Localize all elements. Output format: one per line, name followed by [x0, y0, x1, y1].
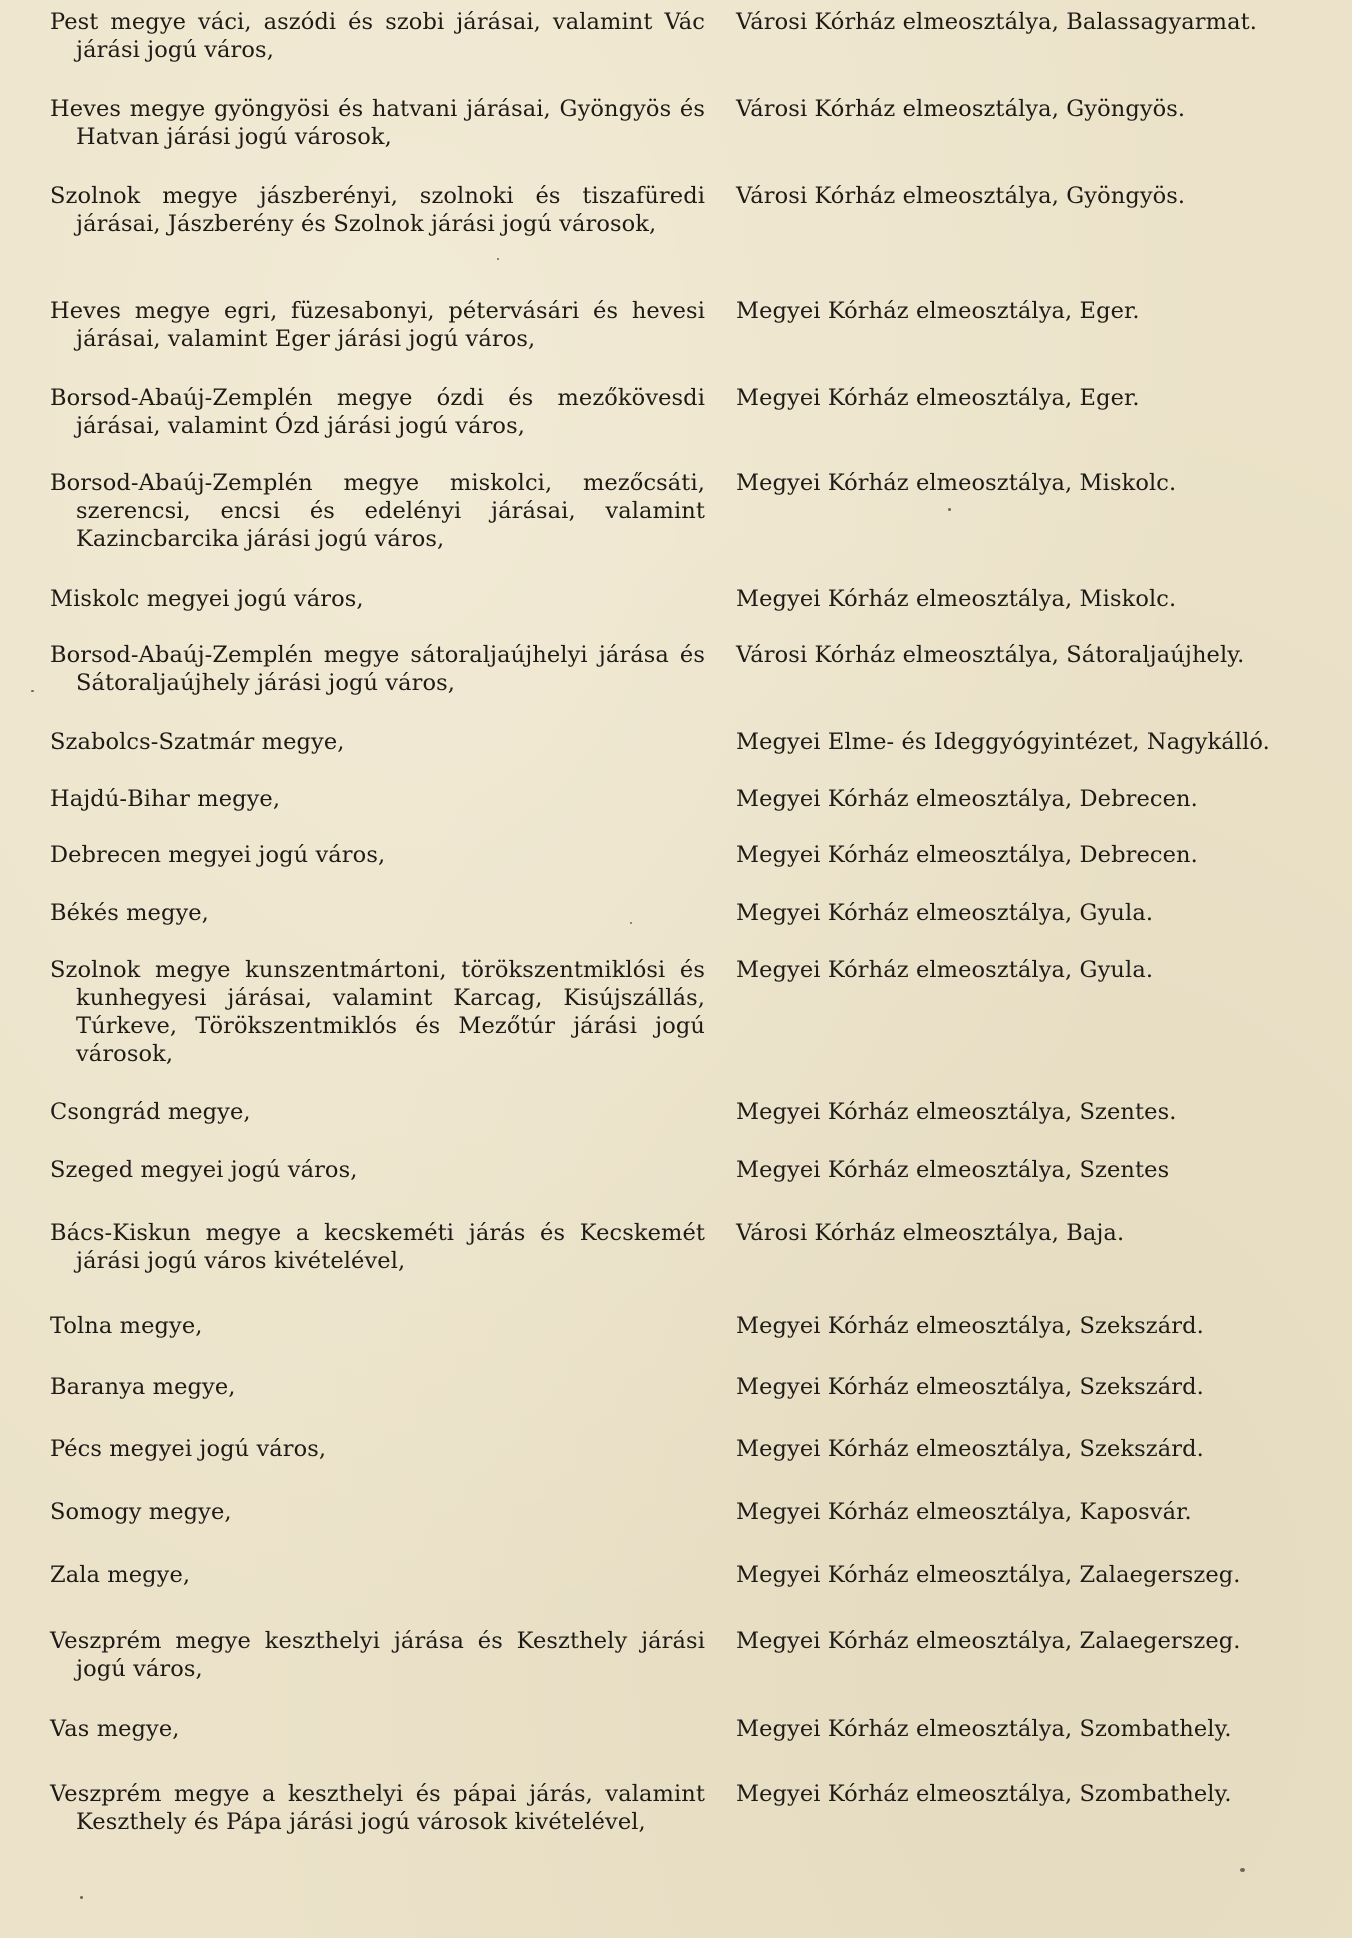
- hospital-text: Megyei Kórház elmeosztálya, Szekszárd.: [736, 1313, 1204, 1339]
- scan-speck: [31, 690, 34, 692]
- scan-speck: [497, 258, 499, 260]
- district-text: Borsod-Abaúj-Zemplén megye miskolci, mezőcsáti, szerencsi, encsi és edelényi járásai, valamint Kazincbarcika járási jogú város,: [50, 470, 705, 552]
- district-text: Hajdú-Bihar megye,: [50, 786, 281, 812]
- district-text: Tolna megye,: [50, 1313, 203, 1339]
- district-text: Szabolcs-Szatmár megye,: [50, 729, 345, 755]
- district-text: Pécs megyei jogú város,: [50, 1436, 327, 1462]
- hospital-text: Megyei Kórház elmeosztálya, Szentes.: [736, 1099, 1177, 1125]
- hospital-text: Megyei Kórház elmeosztálya, Kaposvár.: [736, 1499, 1192, 1525]
- scan-speck: [630, 922, 632, 924]
- district-text: Szolnok megye jászberényi, szolnoki és tiszafüredi járásai, Jászberény és Szolnok járási jogú városok,: [50, 183, 705, 237]
- district-text: Borsod-Abaúj-Zemplén megye ózdi és mezőkövesdi járásai, valamint Ózd járási jogú város,: [50, 385, 705, 439]
- hospital-text: Megyei Kórház elmeosztálya, Eger.: [736, 385, 1140, 411]
- hospital-text: Városi Kórház elmeosztálya, Sátoraljaújhely.: [736, 642, 1245, 668]
- hospital-text: Megyei Kórház elmeosztálya, Gyula.: [736, 900, 1154, 926]
- district-text: Heves megye egri, füzesabonyi, pétervásári és hevesi járásai, valamint Eger járási jogú város,: [50, 298, 705, 352]
- district-text: Zala megye,: [50, 1562, 191, 1588]
- scan-speck: [948, 508, 951, 511]
- district-text: Somogy megye,: [50, 1499, 232, 1525]
- hospital-text: Városi Kórház elmeosztálya, Gyöngyös.: [736, 183, 1186, 209]
- hospital-text: Városi Kórház elmeosztálya, Baja.: [736, 1220, 1125, 1246]
- district-text: Csongrád megye,: [50, 1099, 251, 1125]
- district-text: Bács-Kiskun megye a kecskeméti járás és Kecskemét járási jogú város kivételével,: [50, 1220, 705, 1274]
- hospital-text: Megyei Kórház elmeosztálya, Szekszárd.: [736, 1436, 1204, 1462]
- hospital-text: Megyei Kórház elmeosztálya, Miskolc.: [736, 586, 1177, 612]
- hospital-text: Megyei Kórház elmeosztálya, Szentes: [736, 1157, 1170, 1183]
- hospital-text: Megyei Kórház elmeosztálya, Miskolc.: [736, 470, 1177, 496]
- hospital-text: Megyei Kórház elmeosztálya, Zalaegerszeg.: [736, 1562, 1241, 1588]
- hospital-text: Megyei Kórház elmeosztálya, Eger.: [736, 298, 1140, 324]
- district-text: Baranya megye,: [50, 1374, 236, 1400]
- district-text: Pest megye váci, aszódi és szobi járásai, valamint Vác járási jogú város,: [50, 9, 705, 63]
- hospital-text: Megyei Elme- és Ideggyógyintézet, Nagykálló.: [736, 729, 1270, 755]
- scan-speck: [80, 1896, 83, 1899]
- district-text: Borsod-Abaúj-Zemplén megye sátoraljaújhelyi járása és Sátoraljaújhely járási jogú város,: [50, 642, 705, 696]
- hospital-text: Városi Kórház elmeosztálya, Gyöngyös.: [736, 96, 1186, 122]
- district-text: Szeged megyei jogú város,: [50, 1157, 358, 1183]
- district-text: Veszprém megye a keszthelyi és pápai járás, valamint Keszthely és Pápa járási jogú városok kivételével,: [50, 1781, 705, 1835]
- hospital-text: Városi Kórház elmeosztálya, Balassagyarmat.: [736, 9, 1257, 35]
- hospital-text: Megyei Kórház elmeosztálya, Debrecen.: [736, 842, 1198, 868]
- hospital-text: Megyei Kórház elmeosztálya, Szombathely.: [736, 1716, 1232, 1742]
- scan-speck: [1240, 1868, 1245, 1872]
- hospital-text: Megyei Kórház elmeosztálya, Szekszárd.: [736, 1374, 1204, 1400]
- hospital-text: Megyei Kórház elmeosztálya, Gyula.: [736, 957, 1154, 983]
- district-text: Heves megye gyöngyösi és hatvani járásai, Gyöngyös és Hatvan járási jogú városok,: [50, 96, 705, 150]
- district-text: Veszprém megye keszthelyi járása és Keszthely járási jogú város,: [50, 1628, 705, 1682]
- district-text: Békés megye,: [50, 900, 209, 926]
- district-text: Vas megye,: [50, 1716, 180, 1742]
- district-text: Miskolc megyei jogú város,: [50, 586, 364, 612]
- hospital-text: Megyei Kórház elmeosztálya, Szombathely.: [736, 1781, 1232, 1807]
- hospital-text: Megyei Kórház elmeosztálya, Zalaegerszeg.: [736, 1628, 1241, 1654]
- hospital-text: Megyei Kórház elmeosztálya, Debrecen.: [736, 786, 1198, 812]
- district-text: Szolnok megye kunszentmártoni, törökszentmiklósi és kunhegyesi járásai, valamint Karcag, Kisújszállás, Túrkeve, Törökszentmiklós és Mezőtúr járási jogú városok,: [50, 957, 705, 1067]
- district-text: Debrecen megyei jogú város,: [50, 842, 386, 868]
